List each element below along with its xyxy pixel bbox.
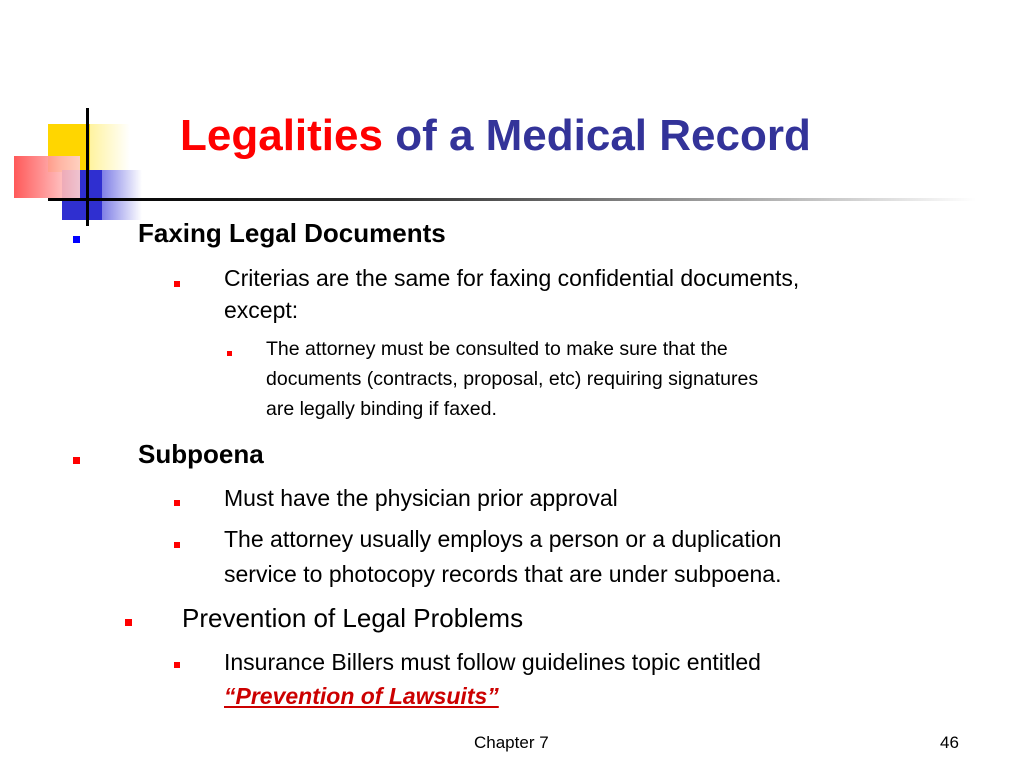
bullet-l2-insurance xyxy=(174,662,180,668)
text-attorney-line2: documents (contracts, proposal, etc) requiring signatures xyxy=(266,368,759,390)
text-duplication-line2: service to photocopy records that are under subpoena. xyxy=(224,561,782,587)
bullet-l1-faxing xyxy=(73,236,80,243)
bullet-l3-attorney xyxy=(227,351,232,356)
text-attorney-line1: The attorney must be consulted to make sure that the xyxy=(266,338,728,360)
text-criterias-line1: Criterias are the same for faxing confidential documents, xyxy=(224,265,800,291)
logo-vertical-line xyxy=(86,108,89,226)
bullet-l2-criterias xyxy=(174,281,180,287)
bullet-l2-physician xyxy=(174,500,180,506)
logo-red-square xyxy=(14,156,80,198)
heading-prevention: Prevention of Legal Problems xyxy=(182,603,524,633)
logo-yellow-fade xyxy=(90,124,130,172)
text-insurance-line1: Insurance Billers must follow guidelines topic entitled xyxy=(224,649,761,675)
decorative-squares-logo xyxy=(0,0,160,240)
footer-chapter: Chapter 7 xyxy=(474,733,549,752)
text-duplication-line1: The attorney usually employs a person or a duplication xyxy=(224,526,782,552)
text-physician-approval: Must have the physician prior approval xyxy=(224,485,618,511)
text-prevention-of-lawsuits: “Prevention of Lawsuits” xyxy=(224,683,499,709)
logo-blue-fade xyxy=(102,170,142,220)
bullet-l1-prevention xyxy=(125,619,132,626)
text-criterias-line2: except: xyxy=(224,297,299,323)
text-attorney-line3: are legally binding if faxed. xyxy=(266,398,497,420)
title-divider-rule xyxy=(86,198,976,201)
footer-page-number: 46 xyxy=(940,733,959,752)
bullet-l2-duplication xyxy=(174,542,180,548)
title-highlight: Legalities xyxy=(180,111,383,160)
slide-title xyxy=(180,110,811,162)
heading-faxing: Faxing Legal Documents xyxy=(138,218,446,248)
heading-subpoena: Subpoena xyxy=(138,439,264,469)
logo-horizontal-line xyxy=(48,198,88,201)
bullet-l1-subpoena xyxy=(73,457,80,464)
title-rest: of a Medical Record xyxy=(382,111,811,160)
